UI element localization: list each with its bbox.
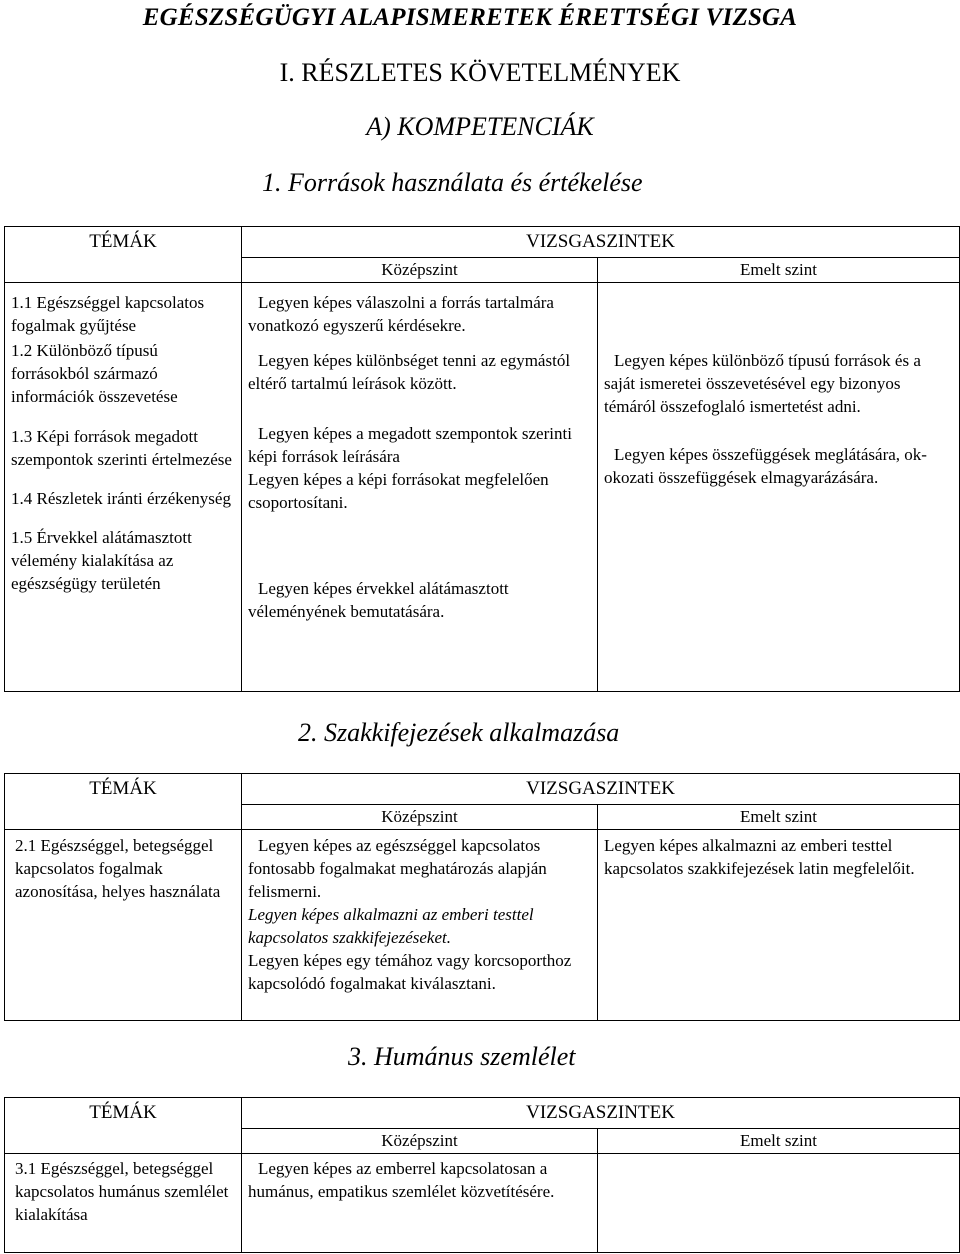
high-level-header: Emelt szint — [598, 258, 960, 283]
topic-item: 1.4 Részletek iránti érzékenység — [11, 489, 231, 508]
topic-item: 1.1 Egészséggel kapcsolatos fogalmak gyűjtése — [11, 293, 205, 335]
topics-cell — [5, 830, 242, 1021]
criterion: Legyen képes egy témához vagy korcsoporthoz kapcsolódó fogalmakat kiválasztani. — [248, 951, 572, 993]
subsection-title-3: 3. Humánus szemlélet — [348, 1042, 576, 1071]
high-level-header: Emelt szint — [598, 805, 960, 830]
high-level-cell — [598, 283, 960, 692]
mid-level-cell — [242, 283, 598, 692]
criterion: Legyen képes az emberrel kapcsolatosan a humánus, empatikus szemlélet közvetítésére. — [248, 1159, 555, 1201]
section-title: A) KOMPETENCIÁK — [366, 112, 594, 141]
criterion: Legyen képes összefüggések meglátására, ok-okozati összefüggések elmagyarázására. — [604, 445, 927, 487]
topics-header: TÉMÁK — [5, 227, 242, 283]
high-level-cell — [598, 830, 960, 1021]
mid-level-cell — [242, 830, 598, 1021]
criterion: Legyen képes különböző típusú források és a saját ismeretei összevetésével egy bizonyos témáról összefoglaló ismertetést adni. — [604, 351, 921, 416]
topic-item: 1.2 Különböző típusú forrásokból származó információk összevetése — [11, 341, 178, 406]
subsection-title-1: 1. Források használata és értékelése — [262, 168, 643, 197]
topic-item: 1.5 Érvekkel alátámasztott vélemény kialakítása az egészségügy területén — [11, 528, 192, 593]
criterion: Legyen képes különbséget tenni az egymástól eltérő tartalmú leírások között. — [248, 351, 571, 393]
criterion: Legyen képes alkalmazni az emberi testtel kapcsolatos szakkifejezéseket. — [248, 905, 534, 947]
topics-header: TÉMÁK — [5, 774, 242, 830]
mid-level-header: Középszint — [242, 805, 598, 830]
mid-level-header: Középszint — [242, 258, 598, 283]
topics-cell — [5, 283, 242, 692]
topics-header: TÉMÁK — [5, 1098, 242, 1154]
competency-table-2 — [4, 773, 960, 1021]
criterion: Legyen képes alkalmazni az emberi testtel kapcsolatos szakkifejezések latin megfelelőit. — [604, 836, 915, 878]
high-level-header: Emelt szint — [598, 1129, 960, 1154]
competency-table-3 — [4, 1097, 960, 1253]
levels-header: VIZSGASZINTEK — [242, 1098, 960, 1129]
topics-cell — [5, 1154, 242, 1253]
criterion: Legyen képes az egészséggel kapcsolatos fontosabb fogalmakat meghatározás alapján felismerni. — [248, 836, 547, 901]
high-level-cell — [598, 1154, 960, 1253]
topic-item: 2.1 Egészséggel, betegséggel kapcsolatos fogalmak azonosítása, helyes használata — [15, 836, 221, 901]
criterion: Legyen képes a képi forrásokat megfelelően csoportosítani. — [248, 470, 549, 512]
mid-level-cell — [242, 1154, 598, 1253]
criterion: Legyen képes érvekkel alátámasztott véleményének bemutatására. — [248, 579, 509, 621]
competency-table-1 — [4, 226, 960, 692]
levels-header: VIZSGASZINTEK — [242, 227, 960, 258]
levels-header: VIZSGASZINTEK — [242, 774, 960, 805]
subsection-title-2: 2. Szakkifejezések alkalmazása — [298, 718, 620, 747]
criterion: Legyen képes válaszolni a forrás tartalmára vonatkozó egyszerű kérdésekre. — [248, 293, 554, 335]
topic-item: 3.1 Egészséggel, betegséggel kapcsolatos humánus szemlélet kialakítása — [15, 1159, 229, 1224]
part-title: I. RÉSZLETES KÖVETELMÉNYEK — [279, 58, 681, 87]
topic-item: 1.3 Képi források megadott szempontok szerinti értelmezése — [11, 427, 232, 469]
mid-level-header: Középszint — [242, 1129, 598, 1154]
document-title: EGÉSZSÉGÜGYI ALAPISMERETEK ÉRETTSÉGI VIZSGA — [142, 4, 798, 31]
criterion: Legyen képes a megadott szempontok szerinti képi források leírására — [248, 424, 572, 466]
